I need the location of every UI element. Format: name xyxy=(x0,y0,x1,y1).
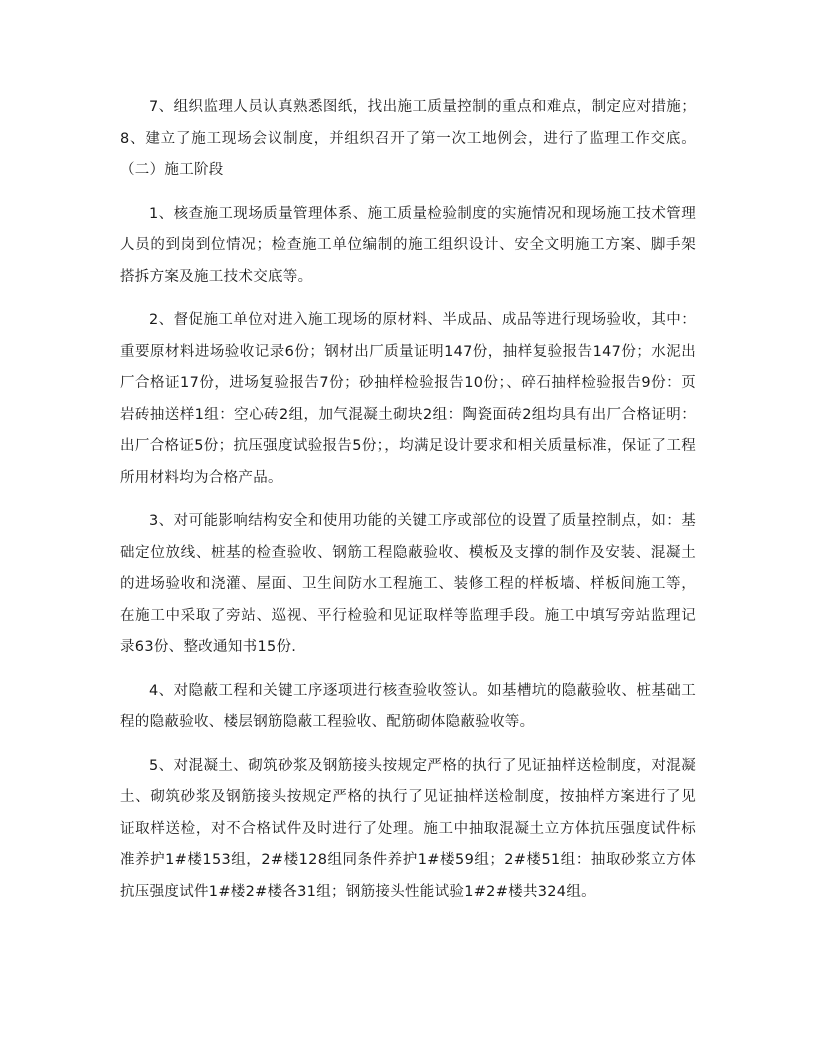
paragraph-3: 3、对可能影响结构安全和使用功能的关键工序或部位的设置了质量控制点，如：基础定位放线、桩基的检查验收、钢筋工程隐蔽验收、模板及支撑的制作及安装、混凝土的进场验收和浇灌、屋面、卫生间防水工程施工、装修工程的样板墙、样板间施工等，在施工中采取了旁站、巡视、平行检验和见证取样等监理手段。施工中填写旁站监理记录63份、整改通知书15份. xyxy=(120,513,696,655)
paragraph-4: 4、对隐蔽工程和关键工序逐项进行核查验收签认。如基槽坑的隐蔽验收、桩基础工程的隐蔽验收、楼层钢筋隐蔽工程验收、配筋砌体隐蔽验收等。 xyxy=(120,682,696,730)
paragraph-gap xyxy=(120,739,696,751)
paragraph-1: 1、核查施工现场质量管理体系、施工质量检验制度的实施情况和现场施工技术管理人员的到岗到位情况；检查施工单位编制的施工组织设计、安全文明施工方案、脚手架搭拆方案及施工技术交底等。 xyxy=(120,205,696,285)
paragraph-gap xyxy=(120,664,696,676)
document-body xyxy=(120,92,696,908)
paragraph-gap xyxy=(120,187,696,199)
paragraph-5: 5、对混凝土、砌筑砂浆及钢筋接头按规定严格的执行了见证抽样送检制度，对混凝土、砌筑砂浆及钢筋接头按规定严格的执行了见证抽样送检制度，按抽样方案进行了见证取样送检，对不合格试件及时进行了处理。施工中抽取混凝土立方体抗压强度试件标准养护1#楼153组，2#楼128组同条件养护1#楼59组；2#楼51组：抽取砂浆立方体抗压强度试件1#楼2#楼各31组；钢筋接头性能试验1#2#楼共324组。 xyxy=(120,757,696,900)
paragraph-gap xyxy=(120,293,696,305)
paragraph-2: 2、督促施工单位对进入施工现场的原材料、半成品、成品等进行现场验收，其中：重要原材料进场验收记录6份；钢材出厂质量证明147份，抽样复验报告147份；水泥出厂合格证17份，进场复验报告7份；砂抽样检验报告10份；、碎石抽样检验报告9份：页岩砖抽送样1组：空心砖2组，加气混凝土砌块2组：陶瓷面砖2组均具有出厂合格证明：出厂合格证5份；抗压强度试验报告5份；，均满足设计要求和相关质量标准，保证了工程所用材料均为合格产品。 xyxy=(120,312,696,486)
paragraph-7-8: 7、组织监理人员认真熟悉图纸，找出施工质量控制的重点和难点，制定应对措施；8、建立了施工现场会议制度，并组织召开了第一次工地例会，进行了监理工作交底。（二）施工阶段 xyxy=(120,99,696,178)
paragraph-gap xyxy=(120,494,696,506)
